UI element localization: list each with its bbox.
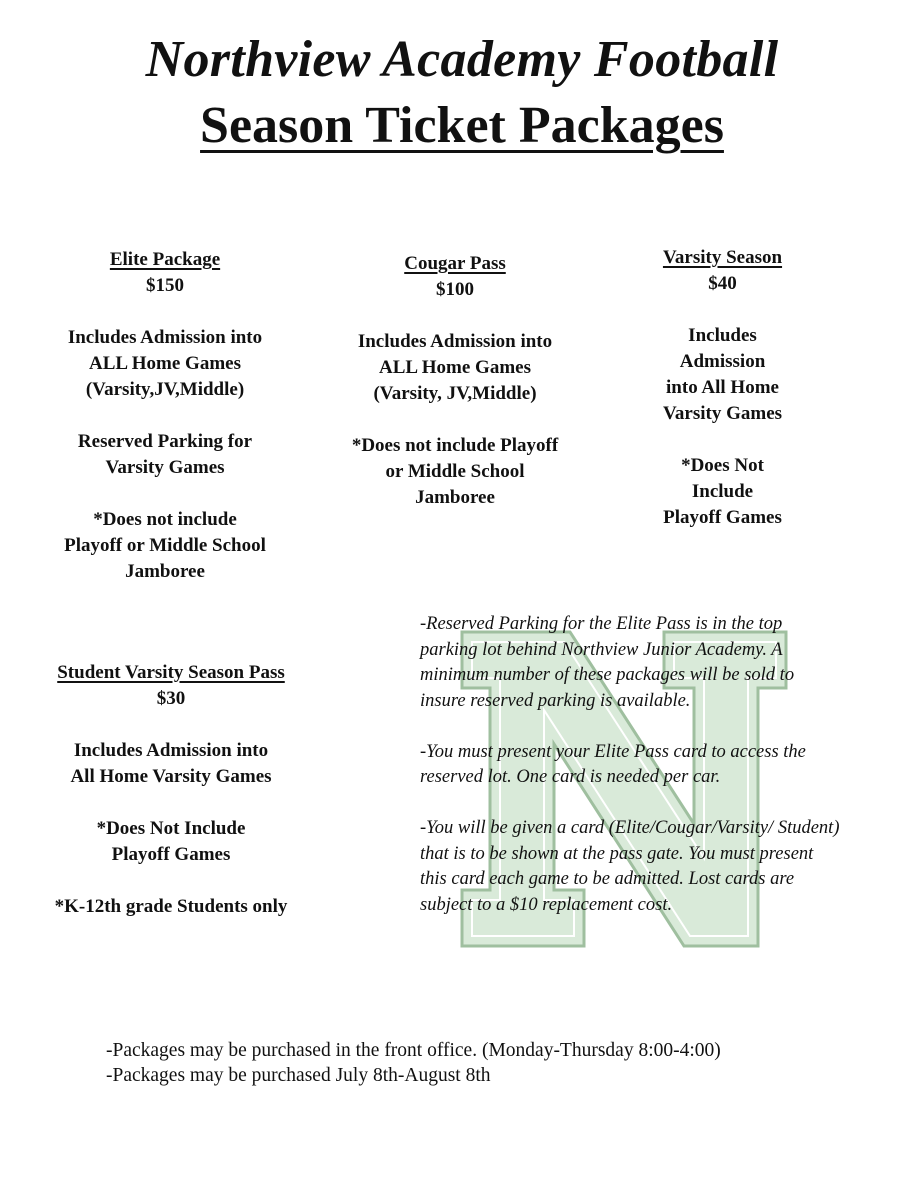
elite-package-line: Jamboree: [125, 561, 205, 582]
varsity-season-line: *Does Not: [681, 455, 764, 476]
footer-info: [106, 1038, 721, 1088]
elite-package-line: ALL Home Games: [89, 353, 241, 374]
student-varsity-pass-line: *K-12th grade Students only: [54, 896, 288, 917]
elite-package-line: Playoff or Middle School: [64, 535, 266, 556]
notes-section: [420, 612, 840, 944]
student-varsity-pass-line: All Home Varsity Games: [70, 766, 272, 787]
cougar-pass-line: ALL Home Games: [379, 357, 531, 378]
varsity-season-line: Admission: [679, 351, 766, 372]
varsity-season-name: Varsity Season: [662, 247, 783, 268]
cougar-pass-line: *Does not include Playoff: [351, 435, 559, 456]
elite-package-line: *Does not include: [93, 509, 237, 530]
footer-line: -Packages may be purchased July 8th-August 8th: [106, 1065, 491, 1086]
varsity-season: [620, 245, 825, 531]
cougar-pass: [330, 251, 580, 511]
elite-package-price: $150: [146, 275, 184, 296]
elite-package-line: Includes Admission into: [67, 327, 263, 348]
varsity-season-line: Include: [691, 481, 754, 502]
varsity-season-line: into All Home: [666, 377, 779, 398]
elite-package-line: Reserved Parking for: [77, 431, 253, 452]
elite-package-line: Varsity Games: [105, 457, 225, 478]
student-varsity-pass: [30, 660, 312, 920]
student-varsity-pass-name: Student Varsity Season Pass: [57, 662, 285, 683]
page-subtitle: [0, 96, 924, 155]
page-subtitle-text: Season Ticket Packages: [200, 97, 724, 154]
page-title: Northview Academy Football: [145, 31, 779, 88]
student-varsity-pass-line: *Does Not Include: [96, 818, 246, 839]
student-varsity-pass-line: Includes Admission into: [73, 740, 269, 761]
note-reserved-parking: -Reserved Parking for the Elite Pass is in the top parking lot behind Northview Junior Academy. A minimum number of these packages will be sold to insure reserved parking is available.: [420, 614, 795, 711]
footer-line: -Packages may be purchased in the front office. (Monday-Thursday 8:00-4:00): [106, 1040, 721, 1061]
note-pass-card: -You will be given a card (Elite/Cougar/Varsity/ Student) that is to be shown at the pass gate. You must present this card each game to be admitted. Lost cards are subject to a $10 replacement cost.: [420, 818, 840, 915]
elite-package: [40, 247, 290, 585]
elite-package-line: (Varsity,JV,Middle): [85, 379, 245, 400]
varsity-season-line: Playoff Games: [663, 507, 782, 528]
varsity-season-price: $40: [708, 273, 737, 294]
cougar-pass-line: or Middle School: [385, 461, 525, 482]
elite-package-name: Elite Package: [109, 249, 221, 270]
student-varsity-pass-price: $30: [156, 688, 186, 709]
cougar-pass-line: (Varsity, JV,Middle): [373, 383, 537, 404]
varsity-season-line: Varsity Games: [662, 403, 783, 424]
cougar-pass-line: Jamboree: [415, 487, 495, 508]
varsity-season-line: Includes: [688, 325, 757, 346]
note-elite-card: -You must present your Elite Pass card to access the reserved lot. One card is needed per car.: [420, 741, 806, 787]
cougar-pass-name: Cougar Pass: [404, 253, 506, 274]
cougar-pass-line: Includes Admission into: [357, 331, 553, 352]
student-varsity-pass-line: Playoff Games: [111, 844, 231, 865]
cougar-pass-price: $100: [436, 279, 474, 300]
